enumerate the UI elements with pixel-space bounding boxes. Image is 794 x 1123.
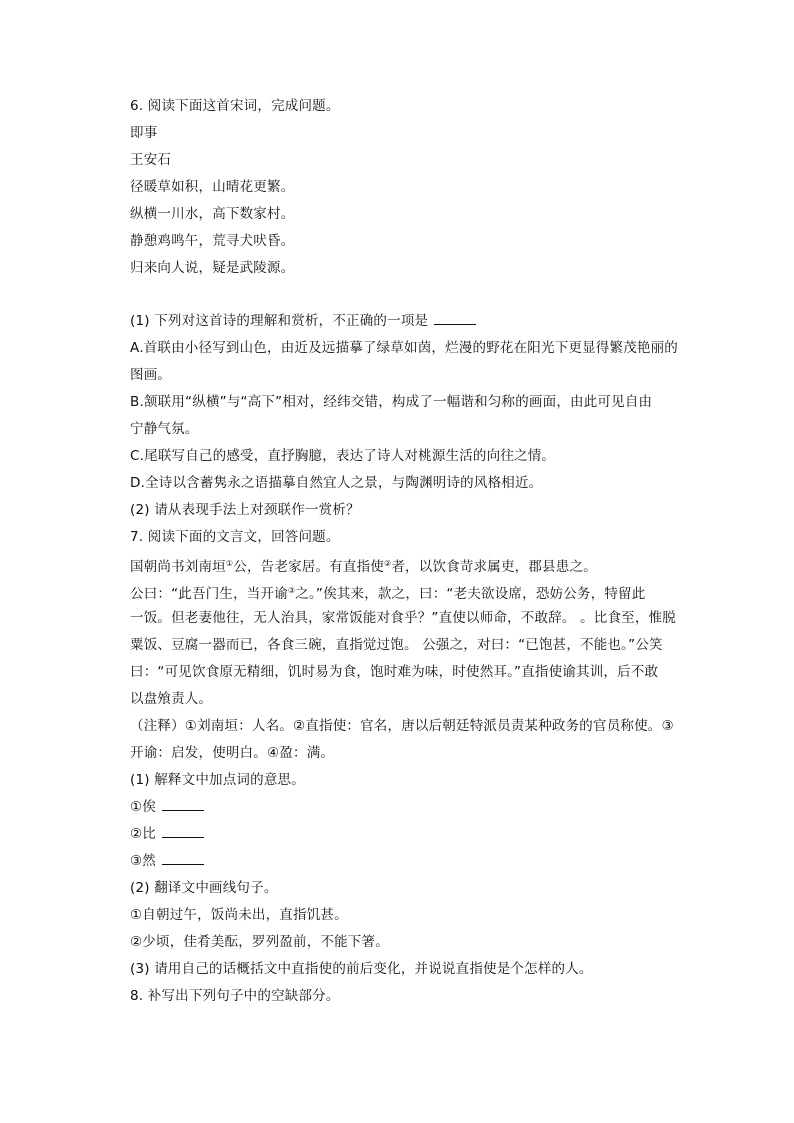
option-d: D.全诗以含蓄隽永之语描摹自然宜人之景，与陶渊明诗的风格相近。 — [130, 475, 543, 491]
sentence-item: ①自朝过午，饭尚未出，直指饥甚。 — [130, 907, 348, 923]
answer-blank[interactable] — [162, 798, 204, 811]
q6-sub2: (2) 请从表现手法上对颈联作一赏析？ — [130, 502, 360, 518]
option-a-line2: 图画。 — [130, 367, 172, 383]
option-a-line1: A.首联由小径写到山色，由近及远描摹了绿草如茵，烂漫的野花在阳光下更显得繁茂艳丽的 — [130, 340, 678, 356]
poem-line: 纵横一川水，高下数家村。 — [130, 206, 295, 222]
passage-line — [130, 582, 645, 603]
answer-blank[interactable] — [434, 312, 476, 325]
word-item — [130, 825, 204, 843]
q6-sub1-prompt: (1) 下列对这首诗的理解和赏析，不正确的一项是 — [130, 313, 429, 329]
passage-text: 公，告老家居。有直指使 — [233, 559, 384, 575]
q7-sub1: (1) 解释文中加点词的意思。 — [130, 772, 305, 788]
word-item — [130, 798, 204, 816]
passage-line: 曰：“可见饮食原无精细，饥时易为食，饱时难为味，时使然耳。”直指使谕其训，后不敢 — [130, 664, 659, 680]
notes-line1: （注释）①刘南垣：人名。②直指使：官名，唐以后朝廷特派员责某种政务的官员称使。③ — [130, 718, 674, 734]
footnote-mark: ③ — [287, 586, 296, 595]
poem-line: 静憩鸡鸣午，荒寻犬吠昏。 — [130, 233, 295, 249]
answer-blank[interactable] — [162, 852, 204, 865]
poet-name: 王安石 — [130, 152, 172, 168]
q8-title: 8. 补写出下列句子中的空缺部分。 — [130, 988, 340, 1004]
option-b-line2: 宁静气氛。 — [130, 421, 199, 437]
q7-sub2: (2) 翻译文中画线句子。 — [130, 880, 278, 896]
option-b-line1: B.颔联用“纵横”与“高下”相对，经纬交错，构成了一幅谐和匀称的画面，由此可见自由 — [130, 394, 653, 410]
poem-line: 径暖草如积，山晴花更繁。 — [130, 179, 295, 195]
passage-line — [130, 555, 597, 576]
passage-text: 国朝尚书刘南垣 — [130, 559, 226, 575]
notes-line2: 开谕：启发，使明白。④盈：满。 — [130, 745, 335, 761]
word-item — [130, 852, 204, 870]
word-label: ①俟 — [130, 799, 157, 815]
passage-line: 粟饭、豆腐一器而已，各食三碗，直指觉过饱。 公强之，对曰：“已饱甚，不能也。”公笑 — [130, 637, 663, 653]
passage-text: 公曰：“此吾门生，当开谕 — [130, 586, 288, 602]
q7-sub3: (3) 请用自己的话概括文中直指使的前后变化，并说说直指使是个怎样的人。 — [130, 961, 593, 977]
q6-title: 6. 阅读下面这首宋词，完成问题。 — [130, 98, 340, 114]
poem-line: 归来向人说，疑是武陵源。 — [130, 260, 295, 276]
footnote-mark: ② — [383, 559, 392, 568]
q7-title: 7. 阅读下面的文言文，回答问题。 — [130, 529, 340, 545]
word-label: ②比 — [130, 826, 157, 842]
option-c: C.尾联写自己的感受，直抒胸臆，表达了诗人对桃源生活的向往之情。 — [130, 448, 556, 464]
poem-title: 即事 — [130, 125, 158, 141]
q6-sub1 — [130, 312, 476, 330]
word-label: ③然 — [130, 853, 157, 869]
passage-text: 之。”俟其来，款之，曰：“老夫欲设席，恐妨公务，特留此 — [295, 586, 646, 602]
passage-line: 以盘飧责人。 — [130, 691, 213, 707]
footnote-mark: ① — [225, 559, 234, 568]
answer-blank[interactable] — [162, 825, 204, 838]
passage-text: 者，以饮食苛求属吏，郡县患之。 — [391, 559, 597, 575]
sentence-item: ②少顷，佳肴美酝，罗列盈前，不能下箸。 — [130, 934, 389, 950]
passage-line: 一饭。但老妻他往，无人治具，家常饭能对食乎？”直使以师命，不敢辞。 。比食至，惟脱 — [130, 610, 676, 626]
